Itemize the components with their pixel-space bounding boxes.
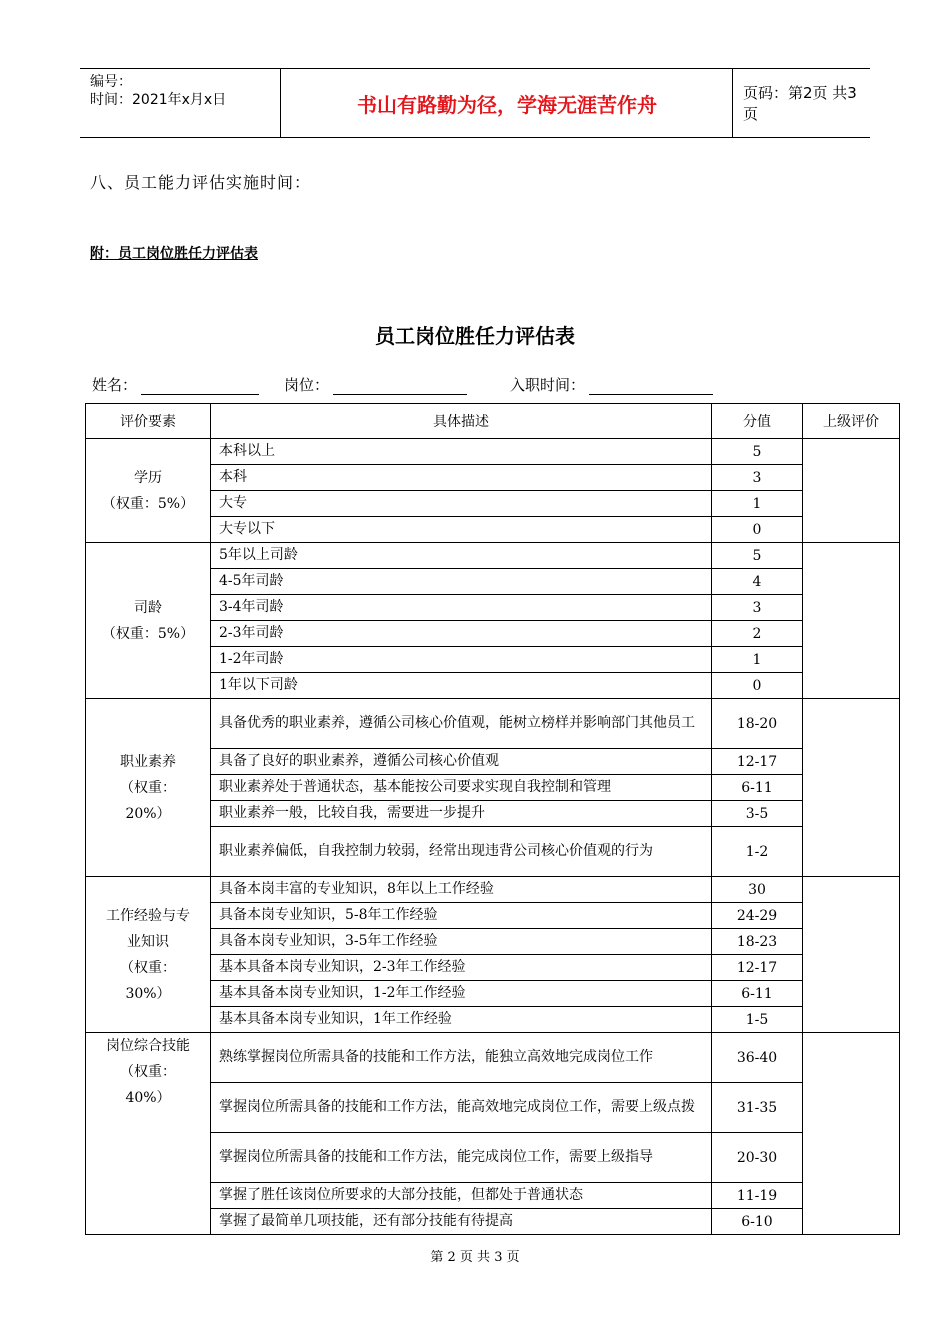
- score-cell: 20-30: [712, 1133, 803, 1183]
- description-cell: 2-3年司龄: [211, 621, 712, 647]
- description-cell: 基本具备本岗专业知识，1-2年工作经验: [211, 981, 712, 1007]
- page-footer: 第 2 页 共 3 页: [430, 1250, 520, 1265]
- factor-label-line: 业知识: [127, 933, 169, 950]
- supervisor-evaluation-cell[interactable]: [803, 1033, 900, 1235]
- description-cell: 具备本岗专业知识，5-8年工作经验: [211, 903, 712, 929]
- score-cell: 18-20: [712, 699, 803, 749]
- evaluation-table: [85, 403, 900, 1235]
- description-cell: 大专以下: [211, 517, 712, 543]
- name-blank: [141, 378, 259, 395]
- factor-label-line: （权重：: [120, 779, 176, 796]
- header-motto: 书山有路勤为径，学海无涯苦作舟: [282, 69, 733, 137]
- supervisor-evaluation-cell[interactable]: [803, 439, 900, 543]
- description-cell: 1-2年司龄: [211, 647, 712, 673]
- header-supervisor: 上级评价: [803, 404, 900, 439]
- factor-cell: [86, 877, 211, 1033]
- factor-label-line: 岗位综合技能: [106, 1038, 190, 1054]
- position-label: 岗位：: [284, 376, 330, 394]
- table-row: [86, 439, 900, 465]
- factor-label-line: 司龄: [134, 599, 162, 616]
- description-cell: 基本具备本岗专业知识，2-3年工作经验: [211, 955, 712, 981]
- score-cell: 2: [712, 621, 803, 647]
- description-cell: 具备本岗专业知识，3-5年工作经验: [211, 929, 712, 955]
- entry-date-blank: [589, 378, 713, 395]
- description-cell: 5年以上司龄: [211, 543, 712, 569]
- name-label: 姓名：: [92, 376, 138, 394]
- description-cell: 掌握岗位所需具备的技能和工作方法，能高效地完成岗位工作，需要上级点拨: [211, 1083, 712, 1133]
- description-cell: 熟练掌握岗位所需具备的技能和工作方法，能独立高效地完成岗位工作: [211, 1033, 712, 1083]
- header-description: 具体描述: [211, 404, 712, 439]
- table-row: [86, 699, 900, 749]
- description-cell: 具备了良好的职业素养，遵循公司核心价值观: [211, 749, 712, 775]
- score-cell: 0: [712, 517, 803, 543]
- description-cell: 基本具备本岗专业知识，1年工作经验: [211, 1007, 712, 1033]
- position-field: [284, 374, 467, 395]
- factor-label-line: 工作经验与专: [106, 907, 190, 924]
- description-cell: 3-4年司龄: [211, 595, 712, 621]
- score-cell: 6-10: [712, 1209, 803, 1235]
- supervisor-evaluation-cell[interactable]: [803, 543, 900, 699]
- supervisor-evaluation-cell[interactable]: [803, 877, 900, 1033]
- score-cell: 12-17: [712, 749, 803, 775]
- score-cell: 3-5: [712, 801, 803, 827]
- table-row: [86, 877, 900, 903]
- factor-label-line: （权重：: [120, 1064, 176, 1080]
- header-score: 分值: [712, 404, 803, 439]
- score-cell: 18-23: [712, 929, 803, 955]
- score-cell: 24-29: [712, 903, 803, 929]
- score-cell: 1: [712, 491, 803, 517]
- score-cell: 36-40: [712, 1033, 803, 1083]
- score-cell: 3: [712, 465, 803, 491]
- description-cell: 掌握了最简单几项技能，还有部分技能有待提高: [211, 1209, 712, 1235]
- score-cell: 5: [712, 543, 803, 569]
- header-page: 页码：第2页 共3页: [743, 84, 857, 123]
- score-cell: 1-5: [712, 1007, 803, 1033]
- factor-cell: [86, 543, 211, 699]
- description-cell: 本科: [211, 465, 712, 491]
- header-meta: [80, 69, 281, 137]
- description-cell: 4-5年司龄: [211, 569, 712, 595]
- factor-label-line: 20%）: [125, 805, 171, 822]
- document-header: [80, 68, 870, 138]
- description-cell: 掌握了胜任该岗位所要求的大部分技能，但都处于普通状态: [211, 1183, 712, 1209]
- description-cell: 具备优秀的职业素养，遵循公司核心价值观，能树立榜样并影响部门其他员工: [211, 699, 712, 749]
- form-title: 员工岗位胜任力评估表: [375, 324, 575, 348]
- description-cell: 职业素养处于普通状态，基本能按公司要求实现自我控制和管理: [211, 775, 712, 801]
- entry-date-label: 入职时间：: [510, 376, 586, 394]
- description-cell: 掌握岗位所需具备的技能和工作方法，能完成岗位工作，需要上级指导: [211, 1133, 712, 1183]
- score-cell: 31-35: [712, 1083, 803, 1133]
- factor-label-line: （权重：5%）: [101, 495, 195, 512]
- header-number: 编号：: [90, 74, 132, 90]
- score-cell: 6-11: [712, 981, 803, 1007]
- score-cell: 3: [712, 595, 803, 621]
- factor-cell: [86, 439, 211, 543]
- description-cell: 大专: [211, 491, 712, 517]
- appendix-label: 附：员工岗位胜任力评估表: [90, 246, 258, 262]
- table-header-row: [86, 404, 900, 439]
- factor-label-line: 30%）: [125, 985, 171, 1002]
- score-cell: 12-17: [712, 955, 803, 981]
- factor-cell: [86, 1033, 211, 1235]
- header-factor: 评价要素: [86, 404, 211, 439]
- score-cell: 1: [712, 647, 803, 673]
- score-cell: 1-2: [712, 827, 803, 877]
- table-row: [86, 1033, 900, 1083]
- score-cell: 5: [712, 439, 803, 465]
- entry-date-field: [510, 374, 713, 395]
- header-time: 时间：2021年x月x日: [90, 92, 227, 108]
- factor-cell: [86, 699, 211, 877]
- section-heading: 八、员工能力评估实施时间：: [90, 173, 312, 192]
- description-cell: 本科以上: [211, 439, 712, 465]
- score-cell: 4: [712, 569, 803, 595]
- factor-label-line: （权重：: [120, 959, 176, 976]
- score-cell: 11-19: [712, 1183, 803, 1209]
- table-row: [86, 543, 900, 569]
- factor-label-line: 学历: [134, 469, 162, 486]
- description-cell: 1年以下司龄: [211, 673, 712, 699]
- score-cell: 6-11: [712, 775, 803, 801]
- score-cell: 30: [712, 877, 803, 903]
- supervisor-evaluation-cell[interactable]: [803, 699, 900, 877]
- factor-label-line: 职业素养: [120, 753, 176, 770]
- position-blank: [333, 378, 467, 395]
- description-cell: 具备本岗丰富的专业知识，8年以上工作经验: [211, 877, 712, 903]
- factor-label-line: 40%）: [125, 1090, 171, 1106]
- factor-label-line: （权重：5%）: [101, 625, 195, 642]
- description-cell: 职业素养一般，比较自我，需要进一步提升: [211, 801, 712, 827]
- name-field: [92, 374, 259, 395]
- score-cell: 0: [712, 673, 803, 699]
- description-cell: 职业素养偏低，自我控制力较弱，经常出现违背公司核心价值观的行为: [211, 827, 712, 877]
